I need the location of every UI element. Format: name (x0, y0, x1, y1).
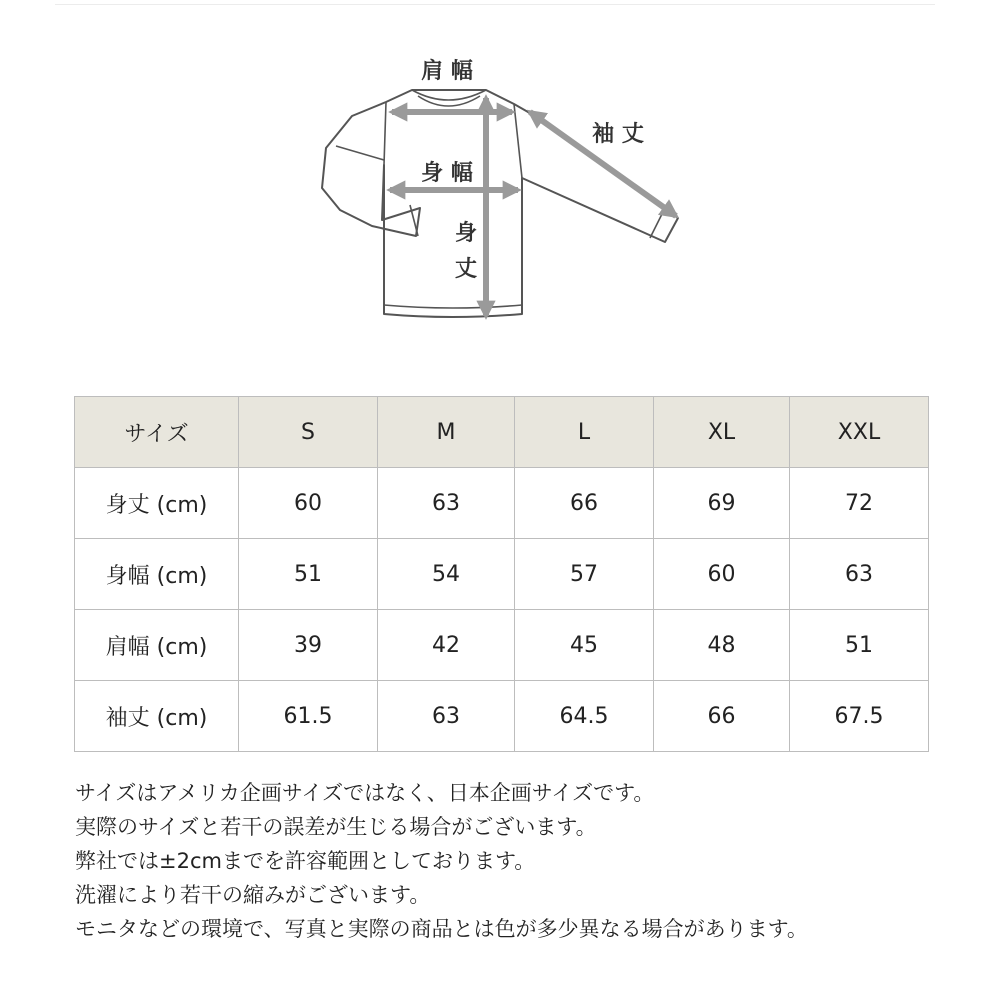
table-header-row (75, 397, 929, 468)
table-cell: 66 (515, 468, 654, 539)
table-cell: 60 (239, 468, 378, 539)
row-label: 肩幅 (cm) (75, 610, 239, 681)
tshirt-diagram (0, 0, 1000, 340)
table-cell: 51 (790, 610, 929, 681)
size-chart-table (74, 396, 929, 752)
note-line: 洗濯により若干の縮みがございます。 (75, 883, 431, 907)
header-size: サイズ (75, 397, 239, 468)
note-line: モニタなどの環境で、写真と実際の商品とは色が多少異なる場合があります。 (75, 917, 808, 941)
row-label: 身幅 (cm) (75, 539, 239, 610)
table-cell: 64.5 (515, 681, 654, 752)
table-cell: 61.5 (239, 681, 378, 752)
table-cell: 63 (378, 681, 515, 752)
body-width-label: 身 幅 (421, 161, 473, 186)
table-cell: 48 (654, 610, 790, 681)
table-cell: 69 (654, 468, 790, 539)
table-cell: 67.5 (790, 681, 929, 752)
table-row (75, 539, 929, 610)
table-row (75, 610, 929, 681)
table-row (75, 468, 929, 539)
table-cell: 63 (790, 539, 929, 610)
header-m: M (378, 397, 515, 468)
header-xl: XL (654, 397, 790, 468)
table-cell: 66 (654, 681, 790, 752)
note-line: 弊社では±2cmまでを許容範囲としております。 (75, 849, 536, 873)
note-line: 実際のサイズと若干の誤差が生じる場合がございます。 (75, 815, 597, 839)
header-l: L (515, 397, 654, 468)
body-length-label-top: 身 (454, 221, 478, 246)
table-cell: 60 (654, 539, 790, 610)
header-xxl: XXL (790, 397, 929, 468)
table-cell: 42 (378, 610, 515, 681)
table-cell: 63 (378, 468, 515, 539)
table-cell: 45 (515, 610, 654, 681)
sleeve-length-label: 袖 丈 (592, 122, 644, 147)
header-s: S (239, 397, 378, 468)
row-label: 身丈 (cm) (75, 468, 239, 539)
table-cell: 57 (515, 539, 654, 610)
table-cell: 72 (790, 468, 929, 539)
size-notes (75, 776, 975, 946)
body-length-label-bottom: 丈 (454, 257, 478, 282)
note-line: サイズはアメリカ企画サイズではなく、日本企画サイズです。 (75, 781, 655, 805)
table-cell: 51 (239, 539, 378, 610)
shoulder-width-label: 肩 幅 (421, 59, 473, 84)
table-cell: 39 (239, 610, 378, 681)
table-row (75, 681, 929, 752)
row-label: 袖丈 (cm) (75, 681, 239, 752)
table-cell: 54 (378, 539, 515, 610)
garment-measurement-diagram (0, 0, 1000, 340)
